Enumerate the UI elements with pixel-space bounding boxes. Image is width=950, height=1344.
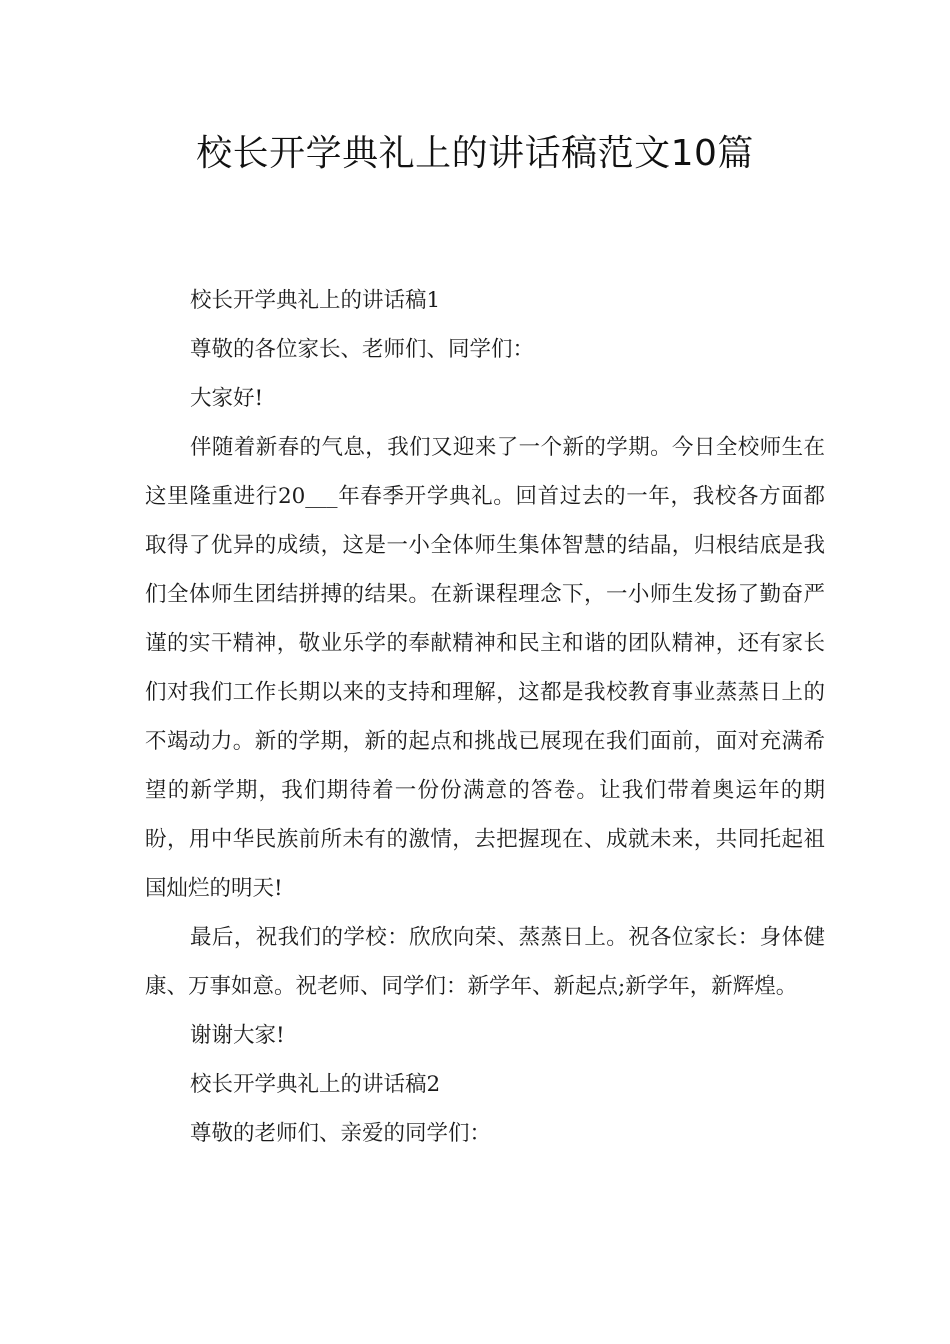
closing-wishes: 最后，祝我们的学校：欣欣向荣、蒸蒸日上。祝各位家长：身体健康、万事如意。祝老师、同学们：新学年、新起点;新学年，新辉煌。 [145,925,825,999]
section-heading-2: 校长开学典礼上的讲话稿2 [190,1072,441,1097]
document-title: 校长开学典礼上的讲话稿范文10篇 [196,133,754,174]
section-heading-1: 校长开学典礼上的讲话稿1 [190,288,441,313]
thanks-line: 谢谢大家! [190,1023,285,1048]
body-paragraph: 伴随着新春的气息，我们又迎来了一个新的学期。今日全校师生在这里隆重进行20___年春季开学典礼。回首过去的一年，我校各方面都取得了优异的成绩，这是一小全体师生集体智慧的结晶，归根结底是我们全体师生团结拼搏的结果。在新课程理念下，一小师生发扬了勤奋严谨的实干精神，敬业乐学的奉献精神和民主和谐的团队精神，还有家长们对我们工作长期以来的支持和理解，这都是我校教育事业蒸蒸日上的不竭动力。新的学期，新的起点和挑战已展现在我们面前，面对充满希望的新学期，我们期待着一份份满意的答卷。让我们带着奥运年的期盼，用中华民族前所未有的激情，去把握现在、成就未来，共同托起祖国灿烂的明天! [145,435,825,901]
greeting: 大家好! [190,386,264,411]
document-body [145,276,825,1158]
salutation-2: 尊敬的老师们、亲爱的同学们： [190,1121,492,1146]
salutation: 尊敬的各位家长、老师们、同学们： [190,337,535,362]
